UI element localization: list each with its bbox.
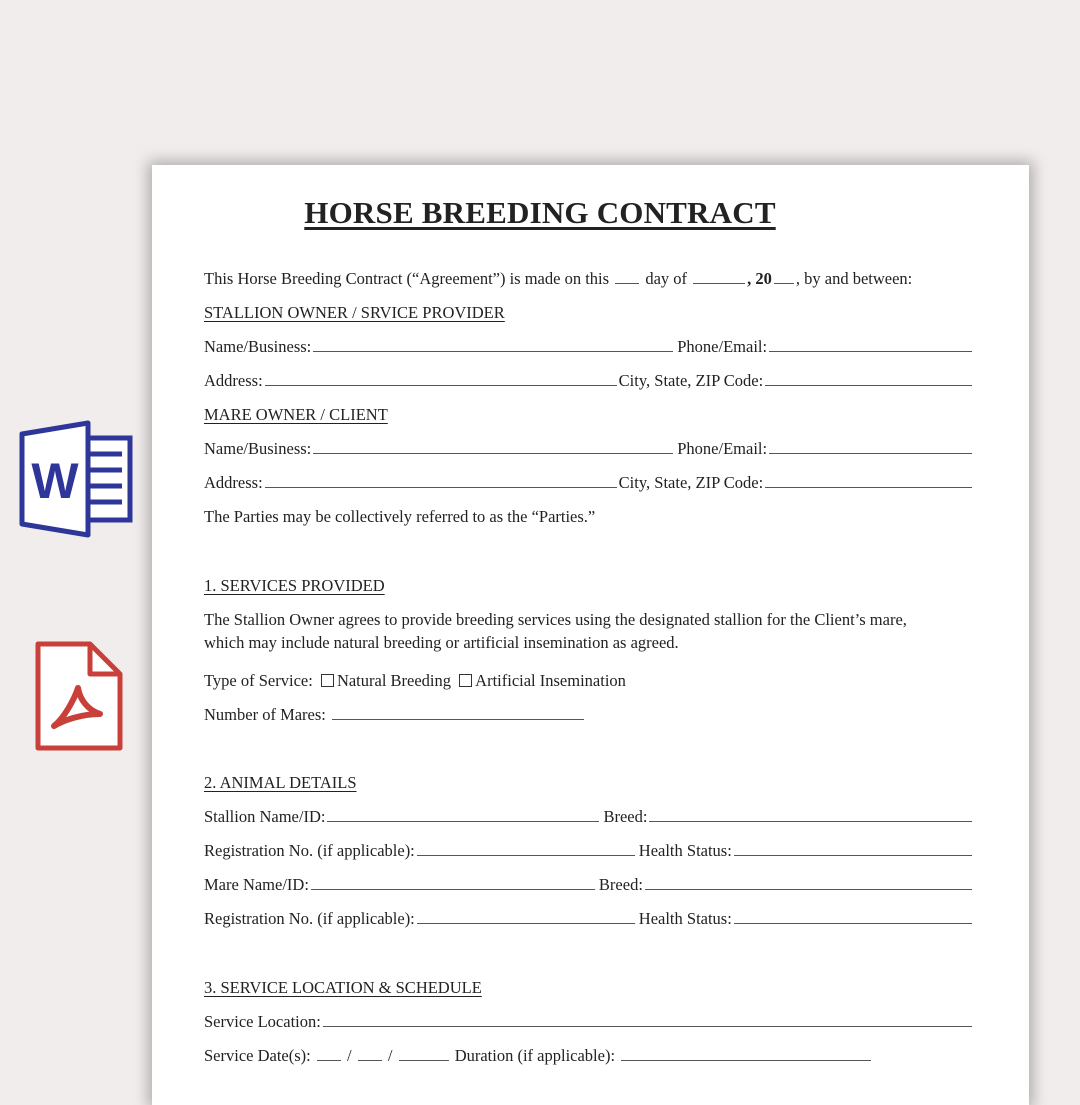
stallion-owner-heading: STALLION OWNER / SRVICE PROVIDER xyxy=(204,303,505,322)
address-label: Address: xyxy=(204,371,263,390)
services-text-1: The Stallion Owner agrees to provide breeding services using the designated stallion for the Client’s mare, xyxy=(204,610,907,629)
duration-label: Duration (if applicable): xyxy=(454,1046,616,1065)
parties-note: The Parties may be collectively referred to as the “Parties.” xyxy=(204,507,596,526)
intro-end-text: , by and between: xyxy=(795,269,913,288)
registration-label: Registration No. (if applicable): xyxy=(204,909,415,928)
document-title: HORSE BREEDING CONTRACT xyxy=(304,195,776,230)
breed-label: Breed: xyxy=(598,875,643,894)
stallion-owner-name-row xyxy=(204,336,974,358)
date-slash: / xyxy=(347,1046,352,1065)
date-day-field[interactable] xyxy=(358,1046,382,1061)
service-type-label: Type of Service: xyxy=(204,671,313,690)
day-blank[interactable] xyxy=(615,269,639,284)
natural-breeding-label: Natural Breeding xyxy=(336,671,452,690)
address-label: Address: xyxy=(204,473,263,492)
artificial-insemination-label: Artificial Insemination xyxy=(475,671,626,690)
service-dates-label: Service Date(s): xyxy=(204,1046,311,1065)
artificial-insemination-checkbox[interactable] xyxy=(459,674,472,687)
mare-label: Mare Name/ID: xyxy=(204,875,309,894)
mare-registration-field[interactable] xyxy=(417,909,635,924)
service-location-field[interactable] xyxy=(323,1012,972,1027)
mare-name-field[interactable] xyxy=(311,875,595,890)
number-of-mares-row xyxy=(204,704,974,726)
intro-day-label: day of xyxy=(645,269,688,288)
word-file-icon xyxy=(18,420,134,538)
stallion-name-field[interactable] xyxy=(327,807,599,822)
stallion-label: Stallion Name/ID: xyxy=(204,807,326,826)
mare-owner-address-row xyxy=(204,472,974,494)
mare-registration-row xyxy=(204,908,974,930)
intro-year-label: , 20 xyxy=(747,269,772,288)
year-blank[interactable] xyxy=(774,269,794,284)
service-type-row xyxy=(204,670,974,692)
breed-label: Breed: xyxy=(603,807,648,826)
stallion-owner-address-field[interactable] xyxy=(265,371,617,386)
mare-owner-city-field[interactable] xyxy=(765,473,972,488)
word-letter: W xyxy=(31,453,79,509)
stallion-owner-name-field[interactable] xyxy=(313,337,673,352)
pdf-file-icon xyxy=(34,640,124,752)
duration-field[interactable] xyxy=(621,1046,871,1061)
mare-health-field[interactable] xyxy=(734,909,972,924)
stallion-row xyxy=(204,806,974,828)
stallion-breed-field[interactable] xyxy=(649,807,972,822)
city-label: City, State, ZIP Code: xyxy=(618,371,764,390)
natural-breeding-checkbox[interactable] xyxy=(321,674,334,687)
intro-text: This Horse Breeding Contract (“Agreement”) is made on this xyxy=(204,269,610,288)
number-of-mares-field[interactable] xyxy=(332,705,584,720)
services-text-2: which may include natural breeding or artificial insemination as agreed. xyxy=(204,633,679,652)
mare-owner-address-field[interactable] xyxy=(265,473,617,488)
mare-owner-phone-field[interactable] xyxy=(769,439,972,454)
date-year-field[interactable] xyxy=(399,1046,449,1061)
date-slash: / xyxy=(387,1046,393,1065)
services-heading: 1. SERVICES PROVIDED xyxy=(204,576,385,595)
stallion-owner-city-field[interactable] xyxy=(765,371,972,386)
intro-line xyxy=(204,268,974,290)
number-of-mares-label: Number of Mares: xyxy=(204,705,326,724)
service-location-heading: 3. SERVICE LOCATION & SCHEDULE xyxy=(204,978,482,997)
mare-row xyxy=(204,874,974,896)
health-label: Health Status: xyxy=(638,909,732,928)
stallion-owner-address-row xyxy=(204,370,974,392)
date-month-field[interactable] xyxy=(317,1046,341,1061)
month-blank[interactable] xyxy=(693,269,745,284)
name-label: Name/Business: xyxy=(204,337,312,356)
service-location-row xyxy=(204,1011,974,1033)
stallion-registration-field[interactable] xyxy=(417,841,635,856)
animal-details-heading: 2. ANIMAL DETAILS xyxy=(204,773,357,792)
phone-label: Phone/Email: xyxy=(677,439,768,458)
name-label: Name/Business: xyxy=(204,439,312,458)
health-label: Health Status: xyxy=(638,841,732,860)
service-dates-row xyxy=(204,1045,974,1067)
mare-breed-field[interactable] xyxy=(645,875,972,890)
mare-owner-name-row xyxy=(204,438,974,460)
registration-label: Registration No. (if applicable): xyxy=(204,841,415,860)
phone-label: Phone/Email: xyxy=(677,337,768,356)
mare-owner-heading: MARE OWNER / CLIENT xyxy=(204,405,388,424)
service-location-label: Service Location: xyxy=(204,1012,321,1031)
stallion-health-field[interactable] xyxy=(734,841,972,856)
stallion-registration-row xyxy=(204,840,974,862)
city-label: City, State, ZIP Code: xyxy=(618,473,764,492)
stallion-owner-phone-field[interactable] xyxy=(769,337,972,352)
mare-owner-name-field[interactable] xyxy=(313,439,673,454)
